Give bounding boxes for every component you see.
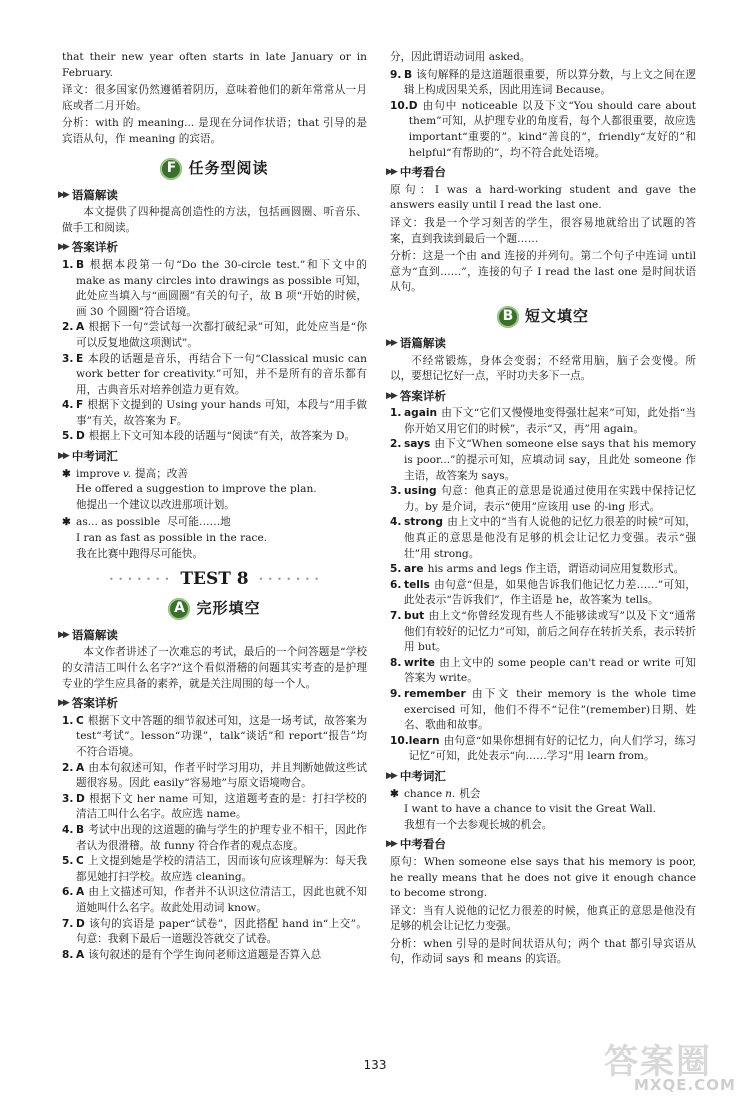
- chevron-icon: ▶▶: [386, 839, 396, 850]
- chevron-icon: ▶▶: [386, 337, 396, 348]
- answer-item: [390, 609, 696, 656]
- kanta1-analysis: 分析：这是一个由 and 连接的并列句。第二个句子中连词 until 意为“直到……”，连接的句子 I read the last one 是时间状语从句。: [390, 250, 696, 294]
- item-explanation: 根据上下文可知本段的话题与“阅读”有关，故答案为 D。: [88, 430, 356, 443]
- section-b-reading: 不经常锻炼，身体会变弱；不经常用脑，脑子会变慢。所以，要想记忆好一点，平时功夫多下一点。: [390, 354, 696, 383]
- answer-item: [62, 917, 367, 948]
- item-answer: learn: [408, 734, 440, 747]
- item-explanation: 由句中 noticeable 以及下文“You should care about them”可知，从护理专业的角度看，每个人都很重要，故应选 important“重要的”。kind“善良的”，friendly“友好的”和 helpful“有帮助的”，均不符合此处语境。: [408, 99, 696, 159]
- page-number: 133: [363, 1058, 387, 1072]
- item-number: 5.: [390, 563, 402, 576]
- item-text: [404, 578, 696, 609]
- item-number: 9.: [390, 687, 402, 700]
- chevron-icon: ▶▶: [386, 167, 396, 178]
- item-answer: A: [76, 886, 85, 899]
- vocab-example-zh: 我想有一个去参观长城的机会。: [404, 818, 553, 831]
- continuation-line: 分，因此谓语动词用 asked。: [390, 51, 531, 63]
- item-text: [76, 352, 367, 399]
- item-explanation: 根据下文 her name 可知，这道题考查的是：打扫学校的清洁工叫什么名字。故应选 name。: [76, 792, 367, 821]
- item-answer: F: [76, 399, 84, 412]
- chevron-icon: ▶▶: [386, 390, 396, 401]
- item-answer: C: [76, 855, 84, 868]
- item-answer: D: [76, 917, 85, 930]
- answer-item: [390, 99, 696, 161]
- answers-subheading: ▶▶ 答案详析: [386, 388, 446, 403]
- right-column: [386, 50, 696, 970]
- item-explanation: 根据下文提到的 Using your hands 可知，本段与“用手做事”有关，故答案为 F。: [76, 399, 367, 427]
- item-explanation: 由下文“When someone else says that his memory is poor...”的提示可知，应填动词 say，且此处 someone 作主语，故答案为 says。: [404, 438, 696, 482]
- answer-item: [62, 885, 367, 916]
- item-answer: D: [76, 792, 85, 805]
- vocab-entry: [62, 515, 367, 562]
- chevron-icon: ▶▶: [58, 242, 68, 253]
- item-number: 1.: [62, 714, 74, 727]
- item-text: [76, 823, 367, 854]
- item-answer: B: [404, 68, 413, 81]
- item-explanation: 由下文 their memory is the whole time exercised 可知，他们不得不“记住”(remember)日期、姓名、歌曲和故事。: [404, 687, 696, 732]
- item-text: [76, 398, 367, 429]
- item-number: 1.: [390, 407, 402, 420]
- item-explanation: 由上文中的“当有人说他的记忆力很差的时候”可知，他真正的意思是他没有足够的机会让记忆力变强。表示“强壮”用 strong。: [404, 516, 696, 560]
- item-text: [76, 917, 367, 948]
- chevron-icon: ▶▶: [58, 451, 68, 462]
- item-text: [76, 258, 367, 320]
- decorative-dots-icon: • • • • • • •: [109, 575, 171, 585]
- answer-item: [390, 515, 696, 562]
- answer-item: [390, 687, 696, 734]
- kanta2-translation: 译文：当有人说他的记忆力很差的时候，他真正的意思是他没有足够的机会让记忆力变强。: [390, 904, 696, 933]
- item-text: [76, 948, 367, 964]
- item-answer: D: [76, 430, 85, 443]
- star-icon: ✱: [62, 467, 71, 480]
- answer-item: [390, 734, 696, 765]
- item-number: 5.: [62, 430, 74, 443]
- chevron-icon: ▶▶: [386, 770, 396, 781]
- item-answer: A: [76, 321, 85, 334]
- item-answer: B: [76, 823, 85, 836]
- item-number: 9.: [390, 68, 402, 81]
- intro-analysis: 分析：with 的 meaning... 是现在分词作状语；that 引导的是宾语从句，作 meaning 的宾语。: [62, 117, 367, 145]
- item-explanation: his arms and legs 作主语，谓语动词应用复数形式。: [427, 563, 685, 576]
- kanta2-original: 原句：When someone else says that his memory is poor, he really means that he does not give it enough chance to become strong.: [390, 855, 696, 900]
- chevron-icon: ▶▶: [58, 189, 68, 200]
- item-text: [76, 429, 367, 445]
- item-explanation: 考试中出现的这道题的确与学生的护理专业不相干，因此作者认为很滑稽。故 funny 符合作者的观点态度。: [76, 823, 367, 852]
- item-number: 3.: [390, 485, 402, 498]
- item-text: [76, 854, 367, 885]
- star-icon: ✱: [390, 787, 399, 800]
- item-answer: remember: [404, 687, 466, 700]
- watermark-logo: 答案圈: [604, 1042, 712, 1082]
- item-text: [404, 562, 696, 578]
- answer-item: [62, 854, 367, 885]
- item-explanation: 上文提到她是学校的清洁工，因而该句应该理解为：每天我都见她打扫学校。故应选 cleaning。: [76, 855, 367, 883]
- item-explanation: 根据下一句“尝试每一次都打破纪录”可知，此处应当是“你可以反复地做这项测试”。: [76, 321, 367, 349]
- vocab-example-zh: 他提出一个建议以改进那项计划。: [76, 498, 235, 511]
- vocab-example-zh: 我在比赛中跑得尽可能快。: [76, 547, 204, 560]
- vocab-pos: n.: [445, 787, 456, 800]
- intro-translation: 译文：很多国家仍然遵循着阴历，意味着他们的新年常常从一月底或者二月开始。: [62, 84, 367, 112]
- kanta2-analysis: 分析：when 引导的是时间状语从句；两个 that 都引导宾语从句，作动词 says 和 means 的宾语。: [390, 937, 696, 966]
- test-heading: TEST 8: [180, 569, 249, 590]
- item-answer: are: [404, 563, 424, 576]
- vocab-example-en: He offered a suggestion to improve the plan.: [76, 483, 317, 496]
- item-text: [404, 687, 696, 734]
- vocab-pos: v.: [122, 467, 132, 480]
- item-number: 4.: [62, 823, 74, 836]
- answer-item: [62, 714, 367, 761]
- reading-subheading: ▶▶ 语篇解读: [386, 335, 446, 350]
- item-explanation: 该句叙述的是有个学生询问老师这道题是否算入总: [88, 948, 322, 961]
- test-title: [62, 569, 367, 590]
- section-b-title: [390, 304, 696, 330]
- left-column: [58, 50, 367, 963]
- item-text: [404, 437, 696, 484]
- vocab-meaning: 提高；改善: [135, 467, 188, 480]
- item-text: [404, 515, 696, 562]
- answer-item: [390, 562, 696, 578]
- item-explanation: 由句意“但是，如果他告诉我们他记忆力差……”可知，此处表示“告诉我们”，作主语是 he，故答案为 tells。: [404, 578, 696, 607]
- answers-subheading: ▶▶ 答案详析: [58, 696, 118, 711]
- section-a-reading: 本文作者讲述了一次难忘的考试，最后的一个问答题是“学校的女清洁工叫什么名字?”这个看似滑稽的问题其实考查的是护理专业的学生应具备的素养，就是关注周围的每一个人。: [62, 646, 367, 690]
- chevron-icon: ▶▶: [58, 698, 68, 709]
- item-answer: but: [404, 610, 425, 622]
- item-text: [404, 484, 696, 515]
- item-number: 3.: [62, 792, 74, 805]
- item-answer: tells: [404, 578, 430, 591]
- answer-item: [390, 68, 696, 99]
- item-text: [404, 68, 696, 99]
- item-explanation: 句意：他真正的意思是说通过使用在实践中保持记忆力。by 是介词，表示“使用”应该用 use 的-ing 形式。: [404, 485, 696, 513]
- reading-subheading: ▶▶ 语篇解读: [58, 627, 118, 642]
- item-number: 2.: [62, 321, 74, 334]
- item-number: 8.: [390, 656, 402, 669]
- item-number: 2.: [390, 438, 402, 451]
- item-explanation: 根据本段第一句“Do the 30-circle test.”和下文中的 make as many circles into drawings as possible 可知，此处应当填入与“画圆圈”有关的句子，故 B 项“开始的时候，画 30 个圆圈”符合语境。: [76, 258, 367, 318]
- kanta-subheading: ▶▶ 中考看台: [386, 837, 446, 852]
- vocab-example-en: I ran as fast as possible in the race.: [76, 532, 268, 545]
- answer-item: [62, 258, 367, 320]
- vocab-entry: [62, 467, 367, 514]
- item-answer: B: [76, 258, 85, 271]
- answer-item: [62, 792, 367, 823]
- item-number: 10.: [390, 734, 409, 747]
- section-f-title: [62, 156, 367, 182]
- section-b-badge: B: [497, 306, 519, 328]
- vocab-meaning: 尽可能……地: [167, 516, 231, 529]
- item-explanation: 由下文“它们又慢慢地变得强壮起来”可知，此处指“当你开始又用它们的时候”，表示“又，再”用 again。: [404, 407, 696, 435]
- item-explanation: 由句意“如果你想拥有好的记忆力，向人们学习，练习记忆”可知，此处表示“向……学习”用 learn from。: [408, 734, 696, 763]
- item-explanation: 由上文“你曾经发现有些人不能够读或写”以及下文“通常他们有较好的记忆力”可知，前后之间存在转折关系，表示转折用 but。: [404, 610, 696, 654]
- decorative-dots-icon: • • • • • • •: [258, 575, 320, 585]
- vocab-meaning: 机会: [459, 787, 481, 800]
- vocab-subheading: ▶▶ 中考词汇: [58, 449, 118, 464]
- answer-item: [62, 320, 367, 351]
- item-number: 4.: [390, 516, 402, 529]
- reading-subheading: ▶▶ 语篇解读: [58, 187, 118, 202]
- answer-item: [390, 406, 696, 437]
- vocab-example-en: I want to have a chance to visit the Great Wall.: [404, 803, 656, 816]
- answer-item: [390, 437, 696, 484]
- answer-item: [62, 823, 367, 854]
- item-explanation: 根据下文中答题的细节叙述可知，这是一场考试，故答案为 test“考试”。lesson“功课”，talk“谈话”和 report“报告”均不符合语境。: [76, 714, 367, 758]
- vocab-term: as... as possible: [76, 516, 161, 529]
- item-answer: write: [404, 656, 435, 669]
- item-number: 4.: [62, 399, 74, 412]
- item-answer: using: [404, 485, 437, 498]
- item-explanation: 该句的宾语是 paper“试卷”，因此搭配 hand in“上交”。句意：我剩下最后一道题没答就交了试卷。: [76, 917, 367, 946]
- item-text: [404, 406, 696, 437]
- kanta1-original: 原句：I was a hard-working student and gave the answers easily until I read the last one.: [390, 183, 696, 212]
- item-answer: D: [408, 99, 418, 112]
- item-number: 5.: [62, 855, 74, 868]
- answer-item: [390, 656, 696, 687]
- item-answer: E: [76, 352, 84, 365]
- section-f-reading: 本文提供了四种提高创造性的方法，包括画圆圈、听音乐、做手工和阅读。: [62, 206, 367, 234]
- item-answer: again: [404, 407, 438, 420]
- item-answer: says: [404, 438, 431, 451]
- intro-line-1: that their new year often starts in late January or in February.: [62, 51, 367, 79]
- answer-item: [390, 484, 696, 515]
- item-explanation: 由上文中的 some people can't read or write 可知答案为 write。: [404, 656, 696, 685]
- star-icon: ✱: [62, 516, 71, 529]
- section-a-heading: 完形填空: [196, 599, 261, 618]
- item-number: 6.: [390, 578, 402, 591]
- answer-item: [62, 948, 367, 964]
- section-a-title: [62, 596, 367, 622]
- item-text: [404, 656, 696, 687]
- item-explanation: 由上文描述可知，作者并不认识这位清洁工，因此也就不知道她叫什么名字。故此处用动词 know。: [76, 886, 367, 914]
- vocab-entry: [390, 787, 696, 834]
- vocab-term: improve: [76, 467, 120, 480]
- item-number: 8.: [62, 948, 74, 961]
- answer-item: [62, 429, 367, 445]
- item-text: [409, 734, 696, 765]
- item-answer: strong: [404, 516, 443, 529]
- vocab-subheading: ▶▶ 中考词汇: [386, 768, 446, 783]
- item-number: 7.: [390, 610, 402, 622]
- item-explanation: 本段的话题是音乐，再结合下一句“Classical music can work better for creativity.”可知，并不是所有的音乐都有用，古典音乐对培养创造力更有效。: [76, 352, 367, 396]
- item-text: [404, 609, 696, 656]
- item-text: [76, 761, 367, 792]
- item-number: 6.: [62, 886, 74, 899]
- item-text: [409, 99, 696, 161]
- section-a-badge: A: [168, 598, 190, 620]
- item-text: [76, 714, 367, 761]
- item-text: [76, 792, 367, 823]
- answer-item: [62, 761, 367, 792]
- item-number: 7.: [62, 917, 74, 930]
- item-explanation: 由本句叙述可知，作者平时学习用功，并且判断她做这些试题很容易。因此 easily“容易地”与原文语境吻合。: [76, 761, 367, 790]
- kanta-subheading: ▶▶ 中考看台: [386, 165, 446, 180]
- vocab-term: chance: [404, 787, 443, 800]
- kanta1-translation: 译文：我是一个学习刻苦的学生，很容易地就给出了试题的答案，直到我读到最后一个题……: [390, 216, 696, 245]
- item-answer: A: [76, 761, 85, 774]
- item-answer: A: [76, 948, 85, 961]
- item-explanation: 该句解释的是这道题很重要，所以算分数，与上文之间在逻辑上构成因果关系，因此用连词 Because。: [404, 68, 696, 97]
- section-f-heading: 任务型阅读: [188, 158, 269, 177]
- item-text: [76, 320, 367, 351]
- answers-subheading: ▶▶ 答案详析: [58, 240, 118, 255]
- item-text: [76, 885, 367, 916]
- answer-item: [62, 398, 367, 429]
- section-b-heading: 短文填空: [524, 307, 589, 326]
- answer-item: [62, 352, 367, 399]
- item-number: 2.: [62, 761, 74, 774]
- watermark-url: MXQE.COM: [634, 1076, 736, 1094]
- item-number: 1.: [62, 258, 74, 271]
- answer-item: [390, 578, 696, 609]
- chevron-icon: ▶▶: [58, 629, 68, 640]
- item-number: 10.: [390, 99, 409, 112]
- section-f-badge: F: [160, 158, 182, 180]
- item-number: 3.: [62, 352, 74, 365]
- item-answer: C: [76, 714, 84, 727]
